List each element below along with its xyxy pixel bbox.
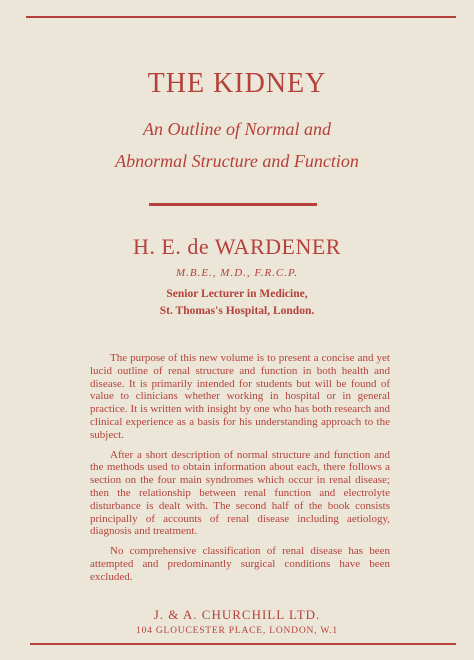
top-rule	[26, 16, 456, 18]
author-position-line1: Senior Lecturer in Medicine,	[166, 288, 308, 300]
blurb-paragraph-1: The purpose of this new volume is to present a concise and yet lucid outline of renal structure and function in both health and disease. It is primarily intended for students but will be found of value to clinicians whether working in hospital or in general practice. It is written with insight by one who has both research and clinical experience as a basis for his understanding approach to the subject.	[90, 352, 390, 441]
blurb-paragraph-3: No comprehensive classification of renal disease has been attempted and predominantly surgical conditions have been excluded.	[90, 545, 390, 583]
author-credentials: M.B.E., M.D., F.R.C.P.	[175, 267, 299, 279]
blurb-text	[90, 352, 390, 591]
book-subtitle-line1: An Outline of Normal and	[143, 119, 331, 139]
author-position-line2: St. Thomas's Hospital, London.	[159, 305, 315, 317]
bottom-rule	[30, 643, 456, 645]
book-title: THE KIDNEY	[147, 68, 327, 99]
title-divider	[149, 203, 317, 206]
publisher-address: 104 GLOUCESTER PLACE, LONDON, W.1	[136, 626, 338, 636]
author-name: H. E. de WARDENER	[133, 234, 341, 259]
book-subtitle-line2: Abnormal Structure and Function	[115, 151, 359, 171]
blurb-paragraph-2: After a short description of normal structure and function and the methods used to obtain information about each, there follows a section on the four main syndromes which occur in renal disease; then the relationship between renal function and electrolyte disturbance is dealt with. The second half of the book consists principally of accounts of renal disease including aetiology, diagnosis and treatment.	[90, 448, 390, 538]
publisher-name: J. & A. CHURCHILL LTD.	[153, 607, 321, 622]
